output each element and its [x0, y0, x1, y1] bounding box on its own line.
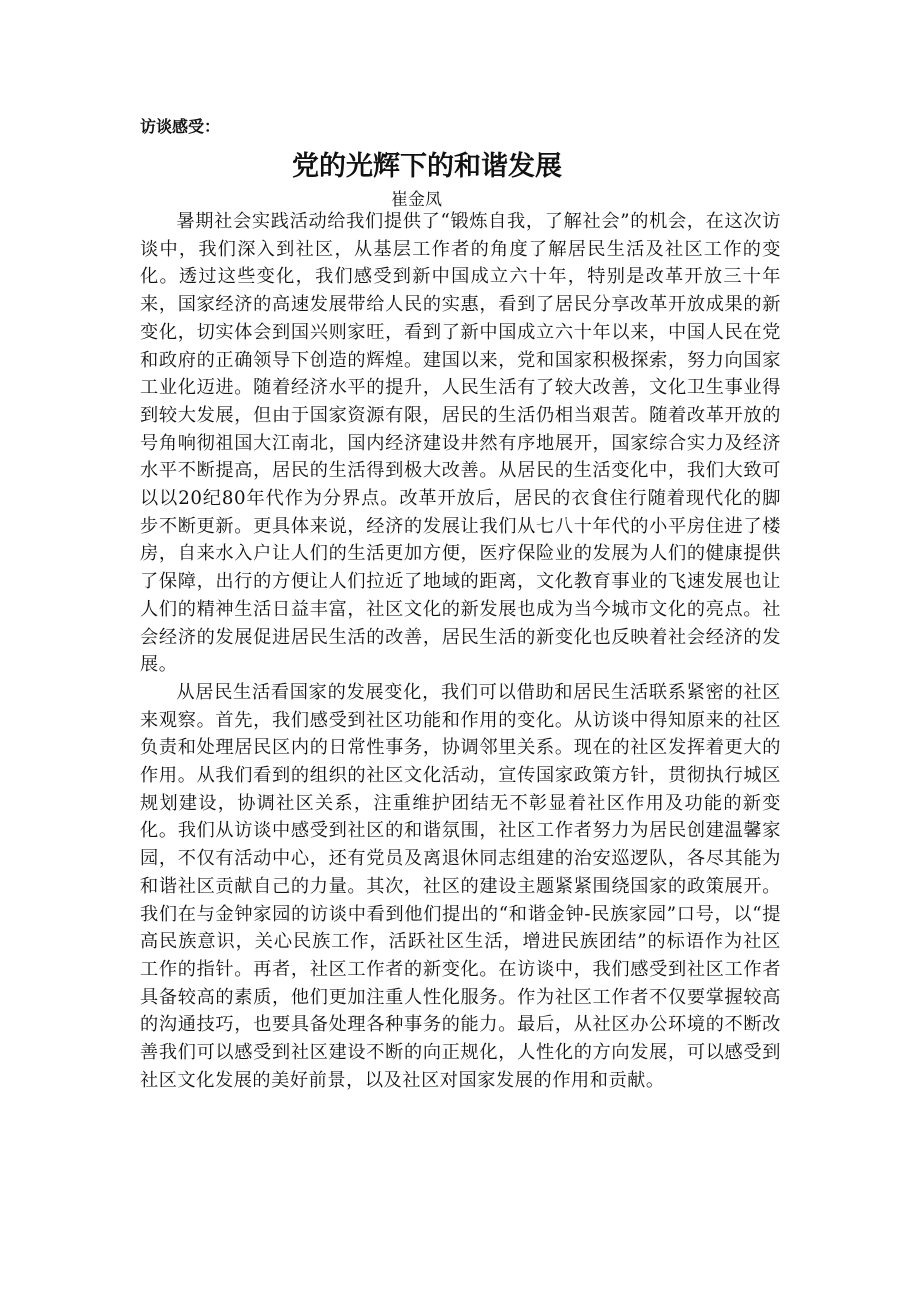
article-body: [140, 208, 781, 1095]
paragraph-2: 从居民生活看国家的发展变化，我们可以借助和居民生活联系紧密的社区来观察。首先，我们感受到社区功能和作用的变化。从访谈中得知原来的社区负责和处理居民区内的日常性事务，协调邻里关系。现在的社区发挥着更大的作用。从我们看到的组织的社区文化活动，宣传国家政策方针，贯彻执行城区规划建设，协调社区关系，注重维护团结无不彰显着社区作用及功能的新变化。我们从访谈中感受到社区的和谐氛围，社区工作者努力为居民创建温馨家园，不仅有活动中心，还有党员及离退休同志组建的治安巡逻队，各尽其能为和谐社区贡献自己的力量。其次，社区的建设主题紧紧围绕国家的政策展开。我们在与金钟家园的访谈中看到他们提出的“和谐金钟-民族家园”口号，以“提高民族意识，关心民族工作，活跃社区生活，增进民族团结”的标语作为社区工作的指针。再者，社区工作者的新变化。在访谈中，我们感受到社区工作者具备较高的素质，他们更加注重人性化服务。作为社区工作者不仅要掌握较高的沟通技巧，也要具备处理各种事务的能力。最后，从社区办公环境的不断改善我们可以感受到社区建设不断的向正规化，人性化的方向发展，可以感受到社区文化发展的美好前景，以及社区对国家发展的作用和贡献。: [140, 681, 781, 1091]
article-title: 党的光辉下的和谐发展: [292, 151, 562, 182]
section-label: 访谈感受：: [140, 117, 221, 136]
paragraph-1: 暑期社会实践活动给我们提供了“锻炼自我，了解社会”的机会，在这次访谈中，我们深入到社区，从基层工作者的角度了解居民生活及社区工作的变化。透过这些变化，我们感受到新中国成立六十年，特别是改革开放三十年来，国家经济的高速发展带给人民的实惠，看到了居民分享改革开放成果的新变化，切实体会到国兴则家旺，看到了新中国成立六十年以来，中国人民在党和政府的正确领导下创造的辉煌。建国以来，党和国家积极探索，努力向国家工业化迈进。随着经济水平的提升，人民生活有了较大改善，文化卫生事业得到较大发展，但由于国家资源有限，居民的生活仍相当艰苦。随着改革开放的号角响彻祖国大江南北，国内经济建设井然有序地展开，国家综合实力及经济水平不断提高，居民的生活得到极大改善。从居民的生活变化中，我们大致可以以20纪80年代作为分界点。改革开放后，居民的衣食住行随着现代化的脚步不断更新。更具体来说，经济的发展让我们从七八十年代的小平房住进了楼房，自来水入户让人们的生活更加方便，医疗保险业的发展为人们的健康提供了保障，出行的方便让人们拉近了地域的距离，文化教育事业的飞速发展也让人们的精神生活日益丰富，社区文化的新发展也成为当今城市文化的亮点。社会经济的发展促进居民生活的改善，居民生活的新变化也反映着社会经济的发展。: [140, 211, 781, 676]
author-name: 崔金凤: [391, 190, 442, 210]
